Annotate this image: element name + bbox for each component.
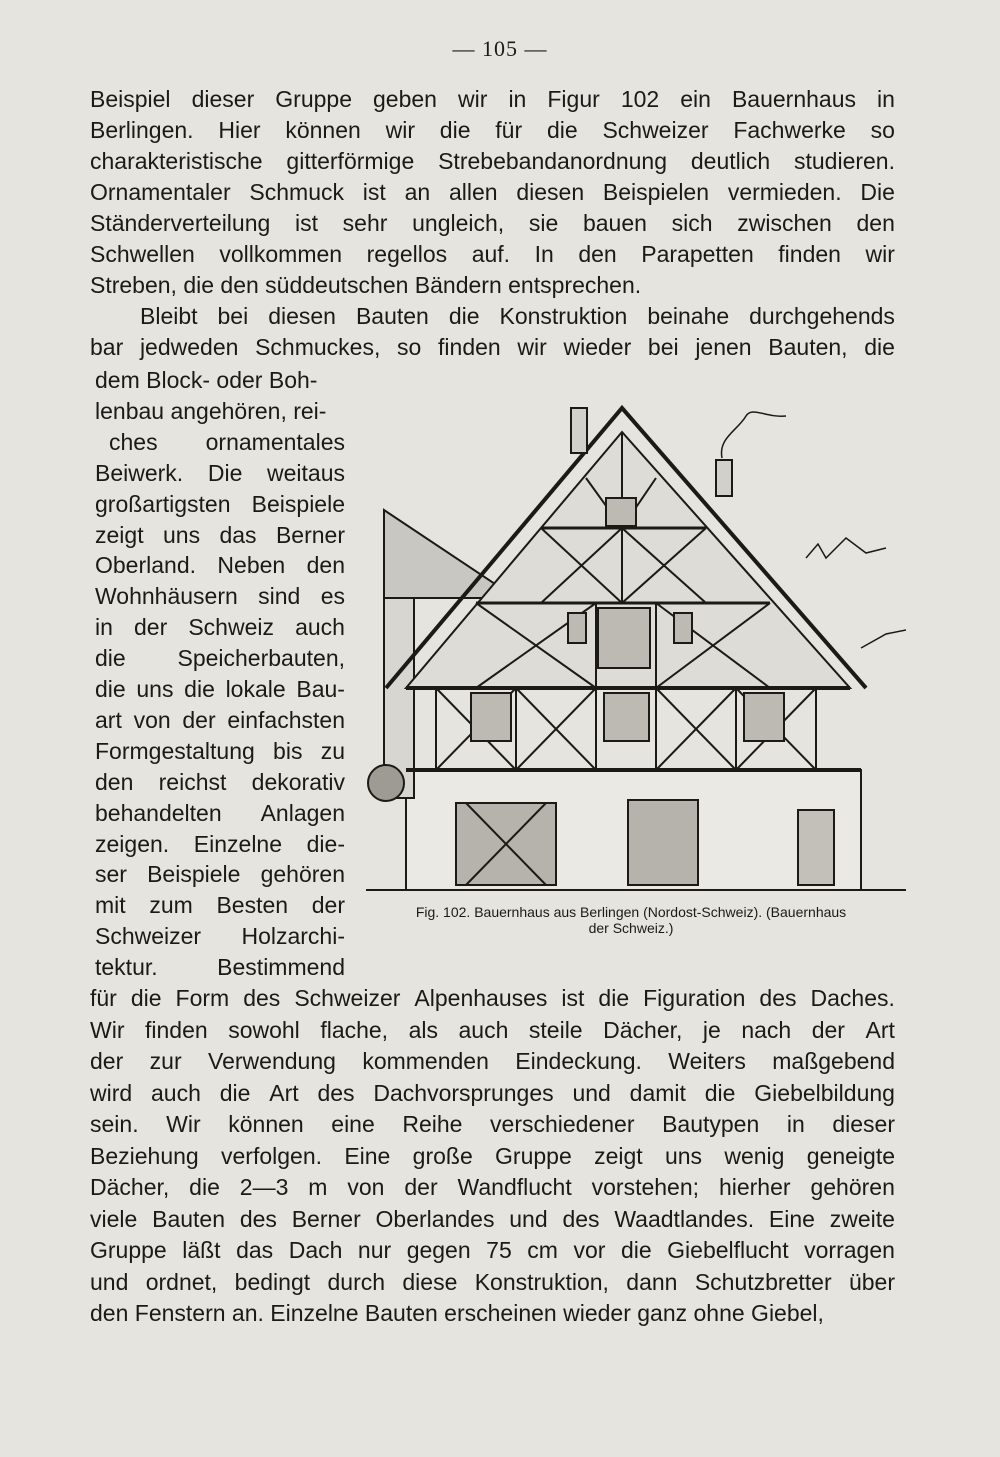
text-line: Schwellen vollkommen regellos auf. In den Parapetten finden wir: [90, 241, 895, 267]
text-line: art von der einfachsten: [95, 706, 345, 733]
text-line: Oberland. Neben den: [95, 552, 345, 579]
text-line: ches ornamentales: [109, 428, 345, 455]
figure-caption: [366, 904, 896, 936]
caption-line: Fig. 102. Bauernhaus aus Berlingen (Nordost-Schweiz). (Bauernhaus: [415, 904, 847, 920]
text-line: tektur. Bestimmend: [95, 954, 345, 981]
text-line: mit zum Besten der: [95, 892, 345, 919]
text-line: bar jedweden Schmuckes, so finden wir wieder bei jenen Bauten, die: [90, 334, 895, 360]
text-line: dem Block- oder Boh-: [95, 367, 318, 393]
text-line: für die Form des Schweizer Alpenhauses ist die Figuration des Daches.: [90, 985, 895, 1011]
text-line: Streben, die den süddeutschen Bändern entsprechen.: [90, 272, 642, 298]
text-line: Formgestaltung bis zu: [95, 737, 345, 764]
text-line: Wohnhäusern sind es: [95, 583, 345, 610]
text-line: Beispiel dieser Gruppe geben wir in Figur 102 ein Bauernhaus in: [90, 86, 895, 112]
text-line: zeigen. Einzelne die-: [95, 830, 345, 857]
text-line: Beiwerk. Die weitaus: [95, 459, 345, 486]
text-line: zeigt uns das Berner: [95, 521, 345, 548]
text-line: Wir finden sowohl flache, als auch steile Dächer, je nach der Art: [90, 1016, 895, 1043]
text-line: Ornamentaler Schmuck ist an allen diesen Beispielen vermieden. Die: [90, 179, 895, 205]
text-line: großartigsten Beispiele: [95, 490, 345, 517]
text-line: sein. Wir können eine Reihe verschiedener Bautypen in dieser: [90, 1111, 895, 1137]
text-line: Beziehung verfolgen. Eine große Gruppe zeigt uns wenig geneigte: [90, 1142, 895, 1169]
text-line: der zur Verwendung kommenden Eindeckung. Weiters maßgebend: [90, 1048, 895, 1074]
text-line: Bleibt bei diesen Bauten die Konstruktion beinahe durchgehends: [140, 303, 895, 329]
text-line: lenbau angehören, rei-: [95, 397, 327, 424]
text-line: Ständerverteilung ist sehr ungleich, sie bauen sich zwischen den: [90, 210, 895, 236]
text-line: die uns die lokale Bau-: [95, 676, 345, 702]
text-line: Gruppe läßt das Dach nur gegen 75 cm vor die Giebelflucht vorragen: [90, 1237, 895, 1263]
page-number: — 105 —: [452, 36, 548, 61]
text-line: behandelten Anlagen: [95, 799, 345, 826]
caption-line: der Schweiz.): [588, 920, 674, 936]
text-line: Schweizer Holzarchi-: [95, 923, 345, 950]
text-line: charakteristische gitterförmige Strebebandanordnung deutlich studieren.: [90, 148, 895, 174]
text-line: die Speicherbauten,: [95, 645, 345, 672]
text-line: viele Bauten des Berner Oberlandes und des Waadtlandes. Eine zweite: [90, 1205, 895, 1232]
text-line: wird auch die Art des Dachvorsprunges und damit die Giebelbildung: [90, 1079, 895, 1106]
text-line: und ordnet, bedingt durch diese Konstruktion, dann Schutzbretter über: [90, 1268, 895, 1295]
text-line: ser Beispiele gehören: [95, 861, 345, 888]
text-line: den reichst dekorativ: [95, 768, 345, 795]
text-line: in der Schweiz auch: [95, 614, 345, 641]
text-line: Berlingen. Hier können wir die für die Schweizer Fachwerke so: [90, 117, 895, 143]
text-line: Dächer, die 2—3 m von der Wandflucht vorstehen; hierher gehören: [90, 1174, 895, 1200]
text-line: den Fenstern an. Einzelne Bauten erscheinen wieder ganz ohne Giebel,: [90, 1300, 824, 1326]
farmhouse-illustration: [366, 398, 906, 898]
